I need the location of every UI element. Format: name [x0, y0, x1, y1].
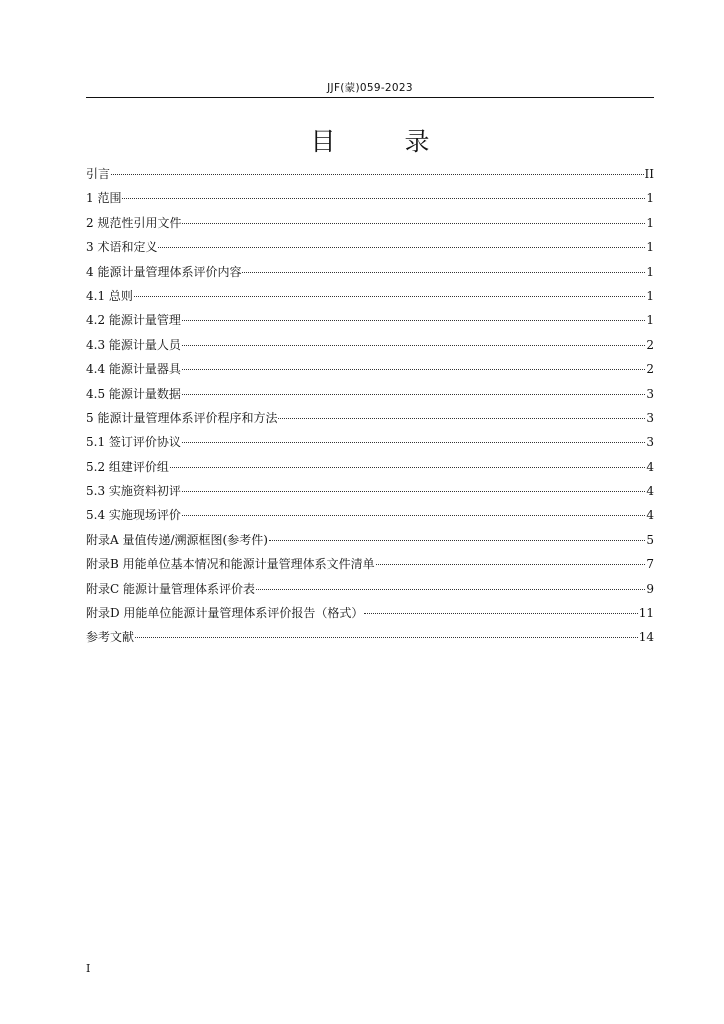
toc-leader-dots [364, 613, 637, 614]
toc-leader-dots [158, 247, 645, 248]
toc-entry-label: 附录C 能源计量管理体系评价表 [86, 581, 255, 596]
toc-entry-page: 3 [646, 435, 654, 450]
toc-entry-label: 附录A 量值传递/溯源框图(参考件) [86, 532, 268, 547]
toc-leader-dots [182, 491, 645, 492]
toc-entry-page: 14 [638, 630, 654, 645]
toc-leader-dots [182, 369, 645, 370]
toc-entry-scope[interactable] [86, 186, 654, 210]
table-of-contents [86, 162, 654, 650]
toc-entry-page: 2 [646, 362, 654, 377]
toc-entry-section-5[interactable] [86, 406, 654, 430]
toc-entry-label: 4 能源计量管理体系评价内容 [86, 264, 242, 279]
toc-entry-section-4[interactable] [86, 260, 654, 284]
toc-entry-label: 5.2 组建评价组 [86, 459, 169, 474]
toc-entry-appendix-d[interactable] [86, 601, 654, 625]
toc-entry-label: 4.3 能源计量人员 [86, 337, 181, 352]
toc-leader-dots [182, 320, 645, 321]
toc-entry-4-2[interactable] [86, 308, 654, 332]
header-rule [86, 97, 654, 98]
toc-entry-5-1[interactable] [86, 430, 654, 454]
toc-entry-label: 3 术语和定义 [86, 240, 158, 255]
toc-entry-appendix-c[interactable] [86, 577, 654, 601]
toc-entry-5-4[interactable] [86, 503, 654, 527]
toc-leader-dots [182, 345, 645, 346]
running-header: JJF(蒙)059-2023 [327, 82, 413, 94]
toc-entry-terms[interactable] [86, 235, 654, 259]
toc-entry-page: 4 [646, 484, 654, 499]
toc-entry-page: 1 [646, 191, 654, 206]
toc-entry-4-4[interactable] [86, 357, 654, 381]
toc-entry-page: 4 [646, 508, 654, 523]
toc-entry-label: 5.4 实施现场评价 [86, 508, 181, 523]
toc-entry-label: 1 范围 [86, 191, 122, 206]
toc-leader-dots [242, 272, 645, 273]
toc-leader-dots [134, 296, 645, 297]
toc-entry-page: 1 [646, 240, 654, 255]
toc-entry-normative-references[interactable] [86, 211, 654, 235]
toc-entry-label: 5.1 签订评价协议 [86, 435, 181, 450]
toc-leader-dots [376, 564, 646, 565]
toc-leader-dots [122, 198, 645, 199]
toc-entry-label: 5.3 实施资料初评 [86, 484, 181, 499]
toc-entry-label: 附录B 用能单位基本情况和能源计量管理体系文件清单 [86, 557, 375, 572]
toc-entry-page: 7 [646, 557, 654, 572]
toc-leader-dots [182, 223, 645, 224]
toc-entry-page: 1 [646, 215, 654, 230]
toc-entry-page: 5 [646, 532, 654, 547]
page-title: 目 录 [310, 127, 452, 156]
toc-entry-label: 4.1 总则 [86, 288, 133, 303]
toc-entry-4-1[interactable] [86, 284, 654, 308]
toc-entry-foreword[interactable] [86, 162, 654, 186]
toc-entry-page: 1 [646, 288, 654, 303]
toc-entry-label: 4.5 能源计量数据 [86, 386, 181, 401]
toc-leader-dots [170, 467, 645, 468]
toc-entry-label: 4.4 能源计量器具 [86, 362, 181, 377]
toc-entry-references[interactable] [86, 625, 654, 649]
toc-entry-page: 4 [646, 459, 654, 474]
toc-entry-4-5[interactable] [86, 382, 654, 406]
toc-leader-dots [182, 515, 645, 516]
page-number: I [86, 962, 91, 975]
toc-entry-label: 2 规范性引用文件 [86, 215, 182, 230]
toc-entry-label: 引言 [86, 167, 111, 181]
toc-leader-dots [135, 637, 638, 638]
toc-entry-page: 3 [646, 410, 654, 425]
toc-entry-page: 1 [646, 313, 654, 328]
toc-entry-page: 9 [646, 581, 654, 596]
toc-entry-label: 附录D 用能单位能源计量管理体系评价报告（格式） [86, 606, 364, 621]
toc-entry-page: II [644, 167, 654, 181]
toc-leader-dots [182, 442, 645, 443]
toc-leader-dots [182, 394, 645, 395]
toc-entry-label: 5 能源计量管理体系评价程序和方法 [86, 410, 278, 425]
toc-entry-5-2[interactable] [86, 455, 654, 479]
toc-entry-4-3[interactable] [86, 333, 654, 357]
toc-entry-page: 11 [638, 606, 654, 621]
toc-leader-dots [278, 418, 645, 419]
toc-leader-dots [269, 540, 645, 541]
toc-entry-page: 3 [646, 386, 654, 401]
toc-entry-appendix-a[interactable] [86, 528, 654, 552]
toc-entry-label: 4.2 能源计量管理 [86, 313, 181, 328]
toc-leader-dots [111, 174, 644, 175]
toc-entry-appendix-b[interactable] [86, 552, 654, 576]
toc-entry-page: 1 [646, 264, 654, 279]
toc-entry-page: 2 [646, 337, 654, 352]
toc-entry-5-3[interactable] [86, 479, 654, 503]
toc-leader-dots [256, 589, 645, 590]
toc-entry-label: 参考文献 [86, 630, 135, 645]
